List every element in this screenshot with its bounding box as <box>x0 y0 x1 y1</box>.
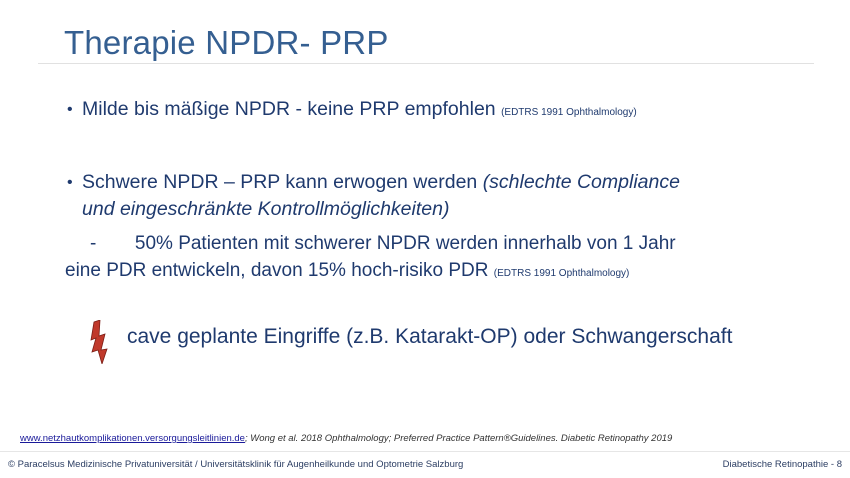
references <box>20 433 672 444</box>
slide-title: Therapie NPDR- PRP <box>64 24 389 61</box>
sub-text-1: 50% Patienten mit schwerer NPDR werden innerhalb von 1 Jahr <box>134 233 676 254</box>
bullet-dot: • <box>67 101 73 118</box>
sub-text-2: eine PDR entwickeln, davon 15% hoch-risiko PDR <box>65 260 489 281</box>
footer-institution: © Paracelsus Medizinische Privatuniversität / Universitätsklinik für Augenheilkunde und Optometrie Salzburg <box>8 459 464 470</box>
bullet-text: Schwere NPDR – PRP kann erwogen werden <box>82 171 478 193</box>
bullet-text: Milde bis mäßige NPDR - keine PRP empfohlen <box>82 98 496 120</box>
bullet-mild-npdr <box>67 96 637 126</box>
sub-reference: (EDTRS 1991 Ophthalmology) <box>493 268 630 279</box>
footer-page-label: Diabetische Retinopathie - 8 <box>722 459 842 470</box>
reference-citations: ; Wong et al. 2018 Ophthalmology; Preferred Practice Pattern®Guidelines. Diabetic Retinopathy 2019 <box>244 433 673 444</box>
bullet-italic-note: (schlechte Compliance <box>482 171 680 193</box>
bullet-severe-npdr <box>67 169 802 223</box>
reference-link[interactable]: www.netzhautkomplikationen.versorgungsleitlinien.de <box>20 433 245 444</box>
sub-statement-line-2 <box>65 260 629 282</box>
cave-note: cave geplante Eingriffe (z.B. Katarakt-OP) oder Schwangerschaft <box>127 325 733 348</box>
title-divider <box>38 63 814 64</box>
bullet-italic-note-cont: und eingeschränkte Kontrollmöglichkeiten) <box>82 198 450 220</box>
sub-statement-line-1 <box>90 233 676 255</box>
footer-divider <box>0 451 850 452</box>
lightning-bolt-icon <box>90 320 112 364</box>
bullet-reference: (EDTRS 1991 Ophthalmology) <box>501 107 637 118</box>
bullet-dot: • <box>67 174 73 191</box>
sub-dash: - <box>90 233 97 254</box>
